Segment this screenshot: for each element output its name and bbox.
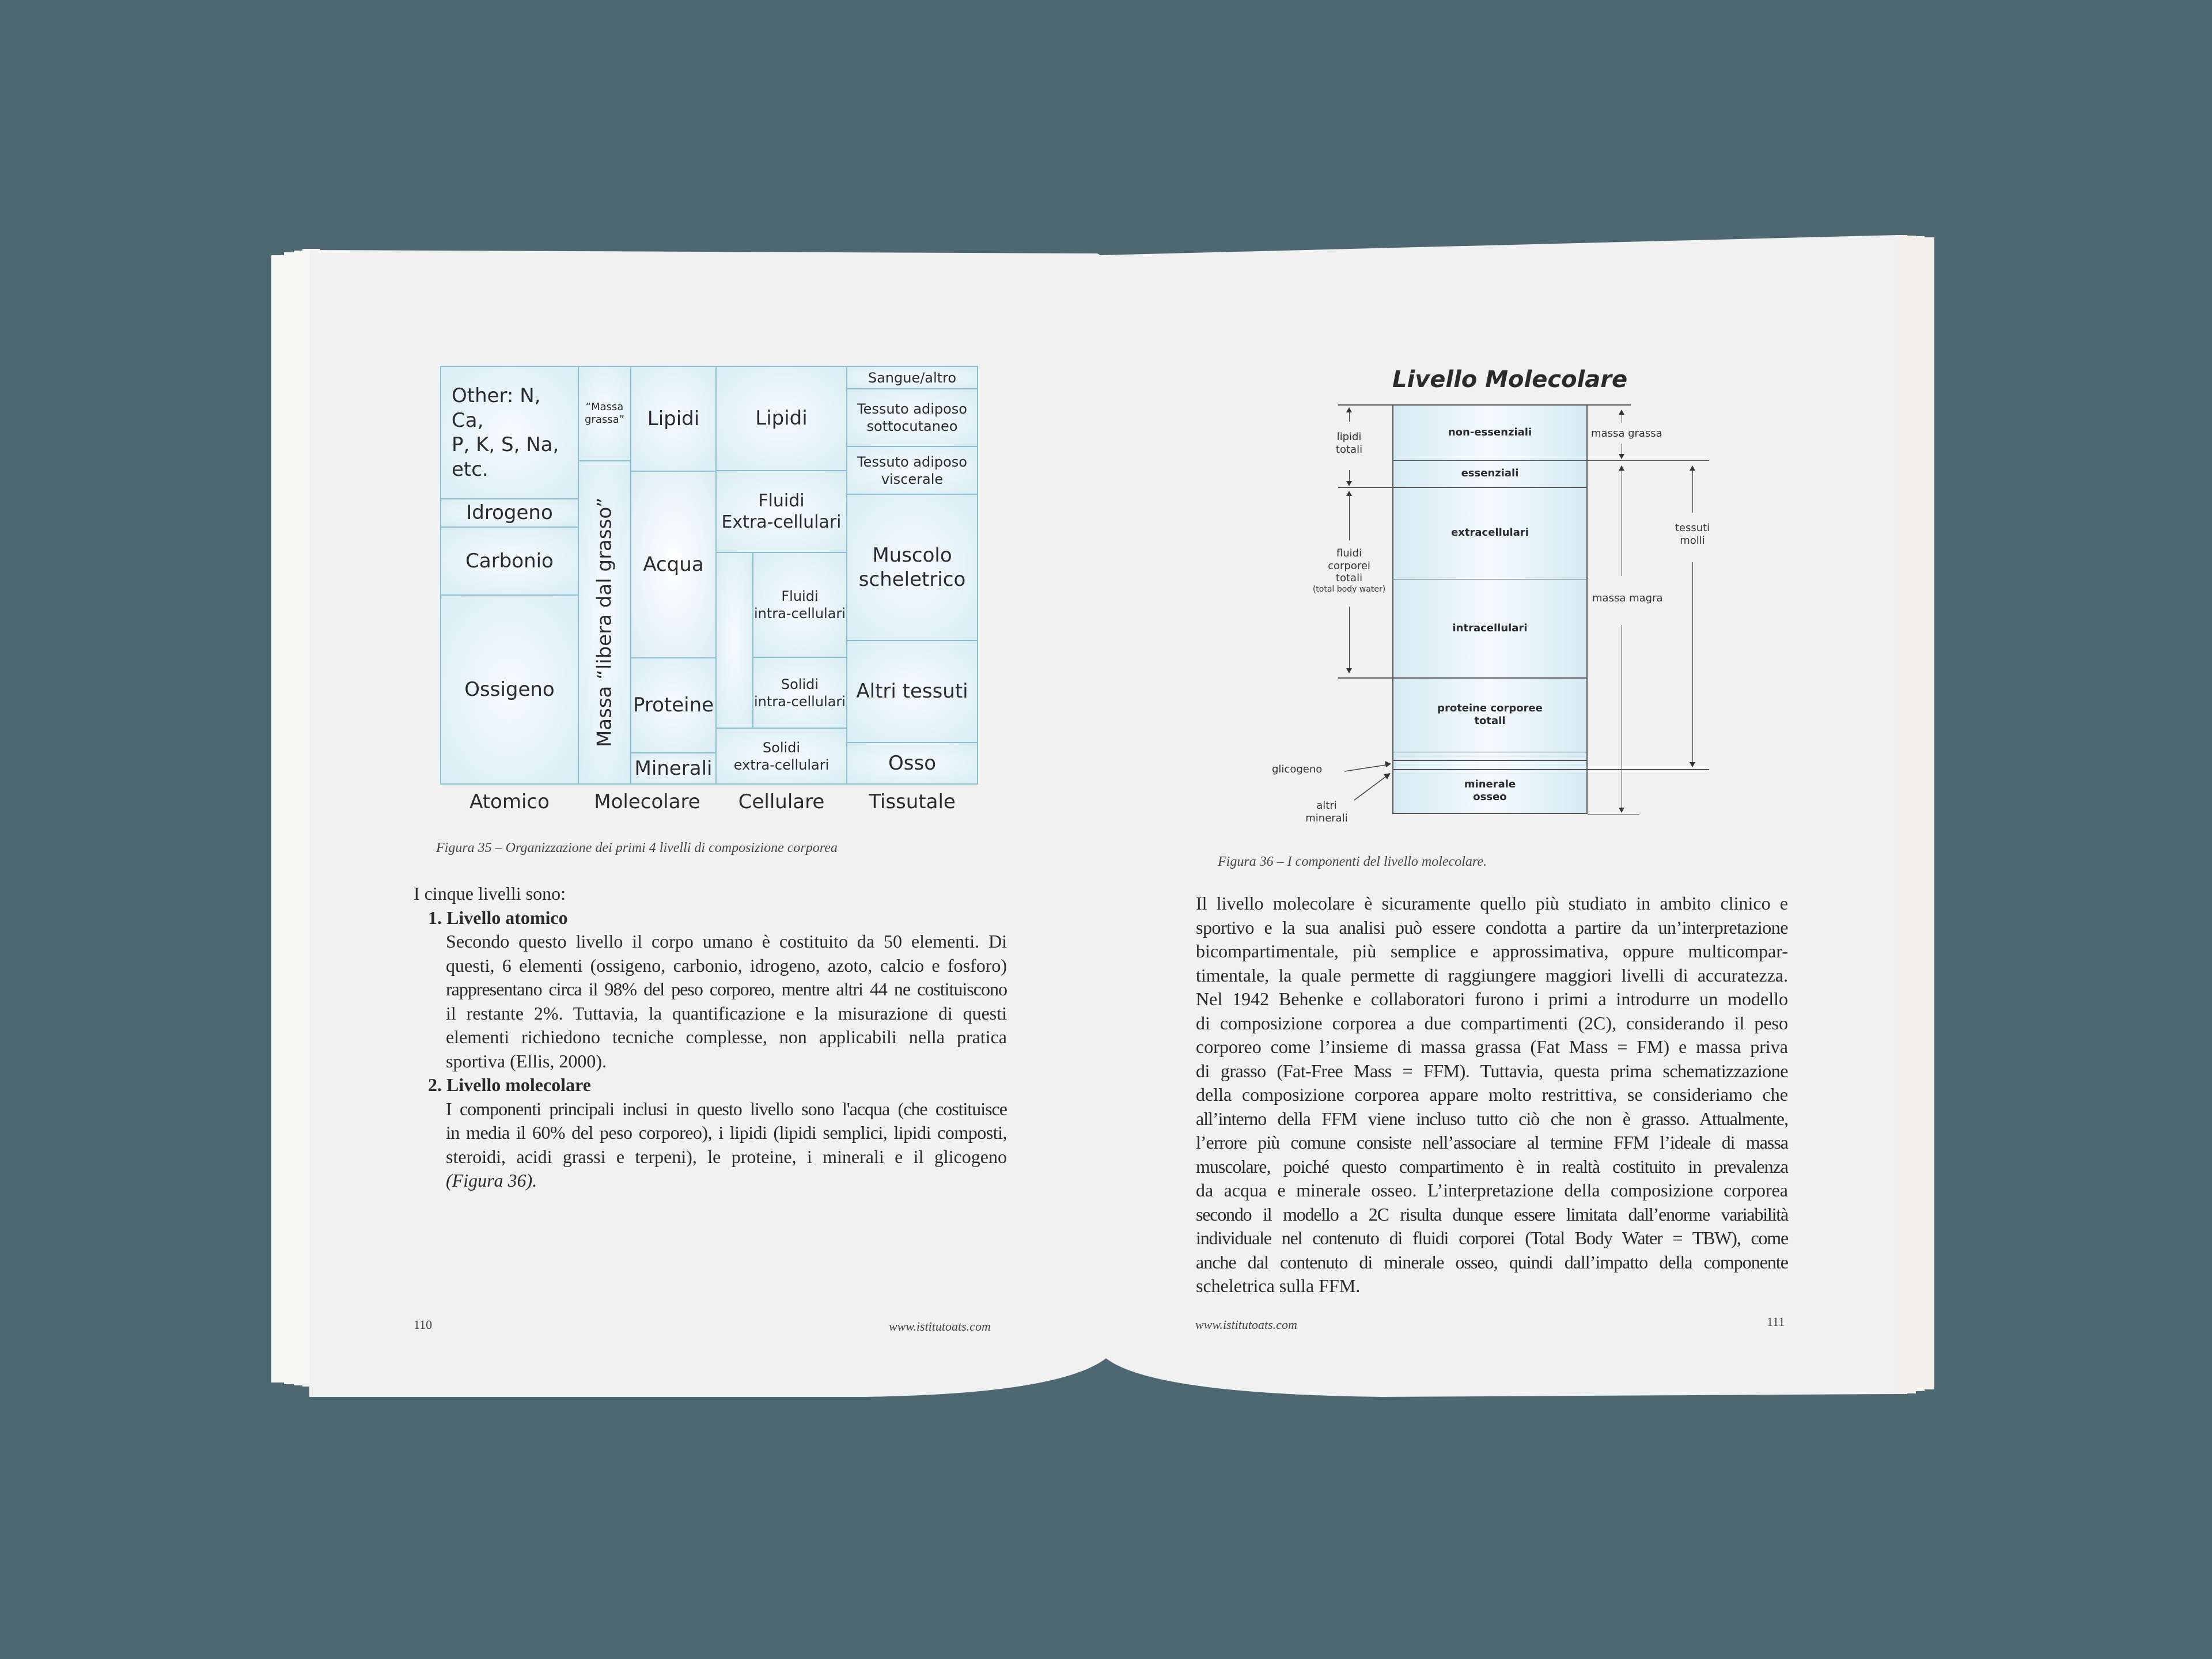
cell-text: Tessuto adiposo — [857, 453, 967, 470]
item-heading: 2. Livello molecolare — [428, 1074, 591, 1095]
fluidi-arrow-line — [1349, 607, 1350, 669]
text-line: questi, 6 elementi (ossigeno, carbonio, idrogeno, azoto, calcio e fosforo) — [446, 955, 1007, 976]
cell-tessuto-adiposo-viscerale — [846, 446, 978, 495]
annotation-massa-grassa: massa grassa — [1591, 427, 1662, 440]
text-line: di composizione corporea a due compartimenti (2C), considerando il peso — [1196, 1012, 1788, 1033]
cell-lipidi-cellulare: Lipidi — [715, 366, 847, 471]
annotation-text: totali — [1335, 443, 1363, 456]
annotation-text: altri — [1316, 800, 1337, 812]
cell-cellular-spacer — [715, 552, 753, 729]
cell-text: scheletrico — [858, 568, 966, 591]
figure-36-caption: Figura 36 – I componenti del livello molecolare. — [1218, 854, 1487, 869]
text-line: l’errore più comune consiste nell’associare al termine FFM l’ideale di massa — [1196, 1132, 1788, 1153]
compartment-altri-minerali — [1392, 760, 1588, 769]
cell-text: P, K, S, Na, — [452, 433, 559, 456]
text-line: I componenti principali inclusi in questo livello sono l'acqua (che costituisce — [446, 1098, 1007, 1119]
text-line: anche dal contenuto di minerale osseo, quindi dall’impatto della componente — [1196, 1251, 1788, 1272]
compartment-extracellulari: extracellulari — [1392, 487, 1588, 579]
cell-text: Massa “libera dal grasso” — [593, 497, 616, 748]
compartment-non-essenziali: non-essenziali — [1392, 405, 1588, 460]
text-line: scheletrica sulla FFM. — [1196, 1275, 1361, 1296]
cell-text: osseo — [1473, 791, 1507, 803]
cell-text: extra-cellulari — [733, 756, 830, 773]
cell-massa-grassa — [578, 366, 631, 461]
arrow-down-icon — [1619, 808, 1624, 813]
arrow-down-icon — [1619, 454, 1624, 459]
cell-carbonio: Carbonio — [440, 527, 579, 596]
cell-idrogeno: Idrogeno — [440, 498, 579, 528]
compartment-minerale-osseo — [1392, 769, 1588, 814]
cell-fluidi-intracellulari — [752, 552, 847, 658]
cell-muscolo-scheletrico — [846, 494, 978, 641]
cell-text: etc. — [452, 457, 488, 481]
label-tissutale: Tissutale — [869, 790, 956, 813]
compartment-glicogeno — [1392, 752, 1588, 760]
text-line: secondo il modello a 2C risulta dunque essere limitata dall’enorme variabilità — [1196, 1203, 1788, 1225]
left-page-number: 110 — [414, 1317, 433, 1332]
tessuti-arrow-line — [1692, 469, 1693, 513]
annotation-lipidi-totali — [1326, 431, 1372, 456]
text-line: bicompartimentale, più semplice e approssimativa, oppure multicompar- — [1196, 941, 1788, 961]
annotation-tessuti-molli — [1671, 522, 1714, 547]
text-line: steroidi, acidi grassi e terpeni), le proteine, i minerali e il glicogeno — [446, 1146, 1007, 1167]
right-page-body — [1196, 892, 1788, 1298]
left-page-body — [414, 882, 1007, 1193]
annotation-text: molli — [1680, 534, 1705, 547]
label-atomico: Atomico — [469, 790, 550, 813]
annotation-text: tessuti — [1675, 522, 1710, 534]
cell-tessuto-adiposo-sottocutaneo — [846, 388, 978, 447]
annotation-text: totali — [1335, 572, 1363, 585]
cell-proteine: Proteine — [630, 657, 717, 753]
text-line: da acqua e minerale osseo. L’interpretazione della composizione corporea — [1196, 1180, 1788, 1200]
cell-fluidi-extracellulari — [715, 470, 847, 553]
intro-text: I cinque livelli sono: — [414, 883, 566, 904]
text-line: all’interno della FFM viene incluso tutto ciò che non è grasso. Attualmente, — [1196, 1108, 1788, 1129]
compartment-intracellulari: intracellulari — [1392, 579, 1588, 677]
rule-fluidi-bottom — [1338, 677, 1588, 679]
cell-massa-libera-dal-grasso — [578, 460, 631, 785]
text-line: di grasso (Fat-Free Mass = FFM). Tuttavia, questa prima schematizzazione — [1196, 1060, 1788, 1081]
item-body — [414, 930, 1007, 1073]
arrow-down-icon — [1690, 762, 1695, 767]
right-page-number: 111 — [1767, 1315, 1785, 1329]
left-footer-url: www.istitutoats.com — [889, 1319, 991, 1334]
text-line: in media il 60% del peso corporeo), i lipidi (lipidi semplici, lipidi composti, — [446, 1122, 1007, 1143]
label-cellulare: Cellulare — [738, 790, 825, 813]
cell-text: sottocutaneo — [866, 418, 958, 434]
arrow-up-icon — [1346, 407, 1352, 412]
cell-acqua: Acqua — [630, 471, 717, 658]
text-line: Nel 1942 Behenke e collaboratori furono i primi a introdurre un modello — [1196, 988, 1788, 1009]
rule-lipidi-totali-bottom — [1338, 487, 1588, 488]
rule-bottom — [1588, 814, 1639, 815]
cell-minerali: Minerali — [630, 752, 717, 785]
cell-text: Extra-cellulari — [721, 512, 842, 532]
annotation-text: corporei — [1328, 559, 1370, 572]
right-footer-url: www.istitutoats.com — [1195, 1317, 1297, 1332]
annotation-massa-magra: massa magra — [1592, 592, 1663, 604]
cell-ossigeno: Ossigeno — [440, 594, 579, 785]
text-line: individuale nel contenuto di fluidi corporei (Total Body Water = TBW), come — [1196, 1228, 1788, 1248]
text-line: della composizione corporea appare molto restrittiva, se consideriamo che — [1196, 1084, 1788, 1105]
cell-solidi-extracellulari — [715, 728, 847, 785]
rule-glicogeno-bottom — [1392, 760, 1588, 761]
figure-36-title: Livello Molecolare — [1392, 366, 1628, 393]
arrow-down-icon — [1346, 668, 1352, 673]
text-line: rappresentano circa il 98% del peso corporeo, mentre altri 44 ne costituiscono — [446, 979, 1007, 999]
item-heading: 1. Livello atomico — [428, 907, 568, 928]
pointer-arrows — [1325, 749, 1400, 806]
cell-text: grassa” — [585, 414, 624, 426]
text-line: (Figura 36). — [446, 1170, 537, 1191]
lipidi-arrow-line — [1349, 470, 1350, 482]
cell-text: “Massa — [585, 400, 624, 413]
annotation-text: lipidi — [1336, 431, 1362, 443]
cell-solidi-intracellulari — [752, 657, 847, 729]
text-line: il restante 2%. Tuttavia, la quantificazione e la misurazione di questi — [446, 1002, 1007, 1024]
figure-35-caption: Figura 35 – Organizzazione dei primi 4 livelli di composizione corporea — [436, 840, 838, 855]
annotation-fluidi-corporei-totali — [1303, 547, 1395, 594]
annotation-text: minerali — [1305, 812, 1348, 824]
cell-sangue-altro: Sangue/altro — [846, 366, 978, 389]
text-line: Secondo questo livello il corpo umano è costituito da 50 elementi. Di — [446, 931, 1007, 952]
compartment-proteine-corporee-totali — [1392, 677, 1588, 752]
arrow-down-icon — [1346, 481, 1352, 486]
annotation-text: (total body water) — [1312, 584, 1386, 594]
cell-text: Muscolo — [872, 543, 952, 567]
cell-text: Solidi — [762, 739, 801, 756]
cell-lipidi-molecolare: Lipidi — [630, 366, 717, 472]
annotation-text: fluidi — [1336, 547, 1362, 559]
annotation-glicogeno: glicogeno — [1272, 763, 1323, 775]
tessuti-arrow-line — [1692, 562, 1693, 763]
cell-text: intra-cellulari — [754, 605, 846, 622]
compartment-essenziali: essenziali — [1392, 460, 1588, 487]
rule-tessuti-bottom — [1392, 769, 1709, 770]
text-line: elementi richiedono tecniche complesse, non applicabili nella pratica — [446, 1027, 1007, 1047]
fluidi-arrow-line — [1349, 494, 1350, 540]
rule-lipidi-boundary-right — [1392, 460, 1709, 461]
text-line: sportivo e la sua analisi può essere condotta a partire da un’interpretazione — [1196, 916, 1788, 938]
text-line: timentale, la quale permette di raggiungere maggiori livelli di accuratezza. — [1196, 964, 1788, 986]
label-molecolare: Molecolare — [594, 790, 700, 813]
text-line: Il livello molecolare è sicuramente quello più studiato in ambito clinico e — [1196, 893, 1788, 914]
cell-text: Fluidi — [781, 588, 819, 604]
text-line: corporeo come l’insieme di massa grassa (Fat Mass = FM) e massa priva — [1196, 1036, 1788, 1057]
cell-text: Fluidi — [758, 490, 805, 511]
cell-text: Solidi — [781, 676, 819, 692]
cell-text: viscerale — [881, 471, 944, 487]
cell-text: Other: N, Ca, — [452, 384, 541, 432]
text-line: sportiva (Ellis, 2000). — [446, 1050, 607, 1071]
cell-other-elements — [440, 366, 579, 499]
cell-osso: Osso — [846, 742, 978, 785]
cell-altri-tessuti: Altri tessuti — [846, 640, 978, 743]
cell-text: intra-cellulari — [754, 693, 846, 710]
text-line: muscolare, poiché questo compartimento è in realtà costituito in prevalenza — [1196, 1156, 1788, 1177]
item-body — [414, 1097, 1007, 1193]
cell-text: minerale — [1464, 778, 1516, 791]
cell-text: proteine corporee — [1437, 702, 1543, 714]
cell-text: totali — [1474, 714, 1506, 727]
rule-top — [1338, 404, 1631, 406]
cell-text: Tessuto adiposo — [857, 401, 967, 417]
